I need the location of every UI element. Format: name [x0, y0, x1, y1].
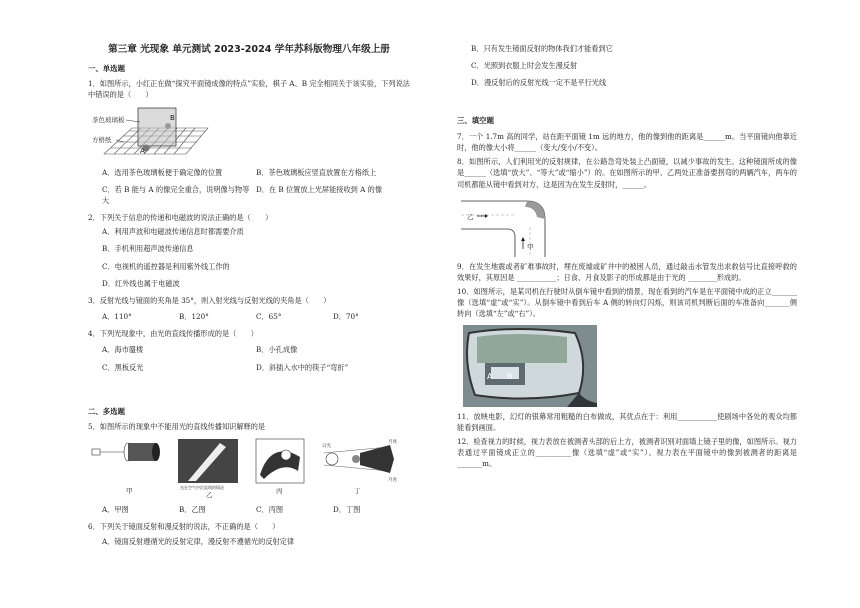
question-3-option-c[interactable]: C．65°	[256, 312, 282, 322]
question-2-option-b[interactable]: B．手机利用超声波传递信息	[102, 244, 194, 254]
question-6-option-a[interactable]: A．镜面反射遵循光的反射定律，漫反射不遵循光的反射定律	[102, 536, 295, 546]
question-8: 8．如图所示，人们利用光的反射规律，在公路急弯处装上凸面镜，以减少事故的发生。这种镜面所成的像是______（选填“放大”、“等大”或“缩小”）的。在如图所示的甲、乙两处正准备要拐弯的两辆汽车，两车的司机都能从镜中看到对方，这是因为在发生反射时，______。	[457, 157, 797, 189]
figure-label-ding-sun: 日光	[322, 444, 331, 450]
question-1-stem: 1．如图所示，小红正在做“探究平面镜成像的特点”实验，棋子 A、B 完全相同关于该实验，下列说法中错误的是（ ）	[88, 79, 410, 100]
question-5-option-a[interactable]: A．甲图	[102, 505, 129, 515]
mirror-experiment-image	[88, 104, 228, 162]
figure-yi	[178, 439, 238, 499]
question-1-options-row-1	[102, 167, 410, 178]
left-column	[88, 0, 410, 553]
page-title: 第三章 光现象 单元测试 2023-2024 学年苏科版物理八年级上册	[108, 44, 390, 55]
question-1-figure	[88, 104, 410, 162]
question-4-stem: 4．下列光现象中，由光的直线传播形成的是（ ）	[88, 329, 258, 339]
question-2-option-a[interactable]: A．利用声波和电磁波传递信息时都需要介质	[102, 227, 244, 237]
right-column	[457, 40, 797, 472]
question-3-option-d[interactable]: D．70°	[333, 312, 359, 322]
question-4-option-d[interactable]: D．斜插入水中的筷子“弯折”	[256, 362, 349, 372]
section-single-choice: 一、单选题	[88, 63, 125, 73]
figure-label-ding-eclipse: 月食	[388, 478, 397, 484]
figure-label-a: A	[140, 146, 145, 155]
question-5-figure	[88, 435, 410, 499]
question-5-options	[102, 504, 410, 515]
question-3-stem: 3．反射光线与镜面的夹角是 35°，则入射光线与反射光线的夹角是（ ）	[88, 295, 331, 305]
figure-ding	[322, 438, 397, 495]
question-2-option-d[interactable]: D．红外线也属于电磁波	[102, 278, 180, 288]
figure-label-b-side: B	[507, 371, 513, 381]
question-12: 12．检查视力的时候，视力表放在被测者头部的后上方，被测者识别对面墙上镜子里的像，如图所示。视力表通过平面镜成正立的__________像（选填“虚”或“实”）。视力表在平面镜中的像到被测者的距离是_______m。	[457, 436, 797, 469]
question-4-options-row-2	[102, 362, 410, 373]
question-11: 11．放映电影，幻灯的银幕常用粗糙的白布做成，其优点在于：利用___________使剧场中各处的观众均都能看到画面。	[457, 411, 797, 432]
question-4-option-a[interactable]: A．海市蜃楼	[102, 345, 144, 355]
figure-label-jia-car: 甲	[527, 242, 534, 251]
question-1-option-a[interactable]: A．选用茶色玻璃板便于确定像的位置	[102, 167, 223, 177]
question-1-option-d[interactable]: D．在 B 位置放上光屏能接收到 A 的像	[256, 184, 383, 194]
question-4-option-b[interactable]: B．小孔成像	[256, 345, 298, 355]
figure-label-jia: 甲	[126, 487, 133, 496]
question-5-option-d[interactable]: D．丁图	[333, 505, 361, 515]
question-1-option-b[interactable]: B．茶色玻璃板应竖直放置在方格纸上	[256, 167, 377, 177]
question-2-option-c[interactable]: C．电视机的遥控器是利用紫外线工作的	[102, 261, 230, 271]
question-10: 10．如图所示，是某司机在行驶时从倒车镜中看到的情景，现在看到的汽车是在平面镜中成的正立_______像（选填“虚”或“实”）。从倒车镜中看到后车 A 侧的转向灯闪烁，则该司机判断后面的车准备向_______侧转向（选填“左”或“右”）。	[457, 287, 797, 319]
figure-label-a-side: A	[487, 371, 493, 381]
question-8-figure	[457, 193, 797, 259]
figure-label-b: B	[170, 113, 175, 122]
question-4-options-row-1	[102, 344, 410, 355]
figure-label-bing: 丙	[276, 487, 283, 496]
question-5-option-b[interactable]: B．乙图	[179, 505, 206, 515]
question-3-options	[102, 311, 410, 322]
question-6-option-d[interactable]: D．漫反射后的反射光线一定不是平行光线	[471, 78, 607, 88]
question-5-option-c[interactable]: C．丙图	[256, 505, 284, 515]
question-5-stem: 5．如图所示的现象中不能用光的直线传播知识解释的是	[88, 422, 266, 432]
question-9: 9．在发生地震或者矿难事故时，埋在废墟或矿井中的被困人员，通过敲击水管发出求救信号比直接呼救的效果好，其原因是 ___________；日食、月食及影子的形成都是由于光的 ________形成的。	[457, 261, 797, 282]
question-3-option-b[interactable]: B．120°	[179, 312, 209, 322]
section-fill-blank: 三、填空题	[457, 116, 494, 126]
question-6-stem: 6．下列关于镜面反射和漫反射的说法，不正确的是（ ）	[88, 522, 280, 532]
curve-road-image	[457, 193, 557, 259]
figure-jia	[92, 443, 160, 495]
section-multi-choice: 二、多选题	[88, 406, 125, 416]
question-6-option-c[interactable]: C．光照到衣服上时会发生漫反射	[471, 61, 578, 71]
figure-label-yi-car: 乙	[467, 212, 474, 221]
question-6-option-b[interactable]: B．只有发生镜面反射的物体我们才能看到它	[471, 44, 613, 53]
question-1-option-c[interactable]: C．若 B 能与 A 的像完全重合，说明像与物等大	[102, 184, 250, 205]
figure-bing	[256, 439, 304, 495]
figure-label-ding: 丁	[354, 487, 361, 496]
figure-label-yi: 乙	[206, 491, 213, 500]
figure-label-glass: 茶色玻璃板	[92, 115, 125, 124]
question-10-figure	[457, 323, 797, 409]
light-phenomena-images	[88, 435, 410, 499]
question-1-options-row-2	[102, 184, 410, 206]
question-7: 7．一个 1.7m 高的同学，站在距平面镜 1m 远的地方，他的像到他的距离是______m。当平面镜向他靠近时，他的像大小将______（变大/变小/不变）。	[457, 131, 797, 153]
rearview-mirror-image	[457, 323, 597, 409]
figure-label-ding-moon: 月亮	[388, 440, 397, 446]
question-2-stem: 2．下列关于信息的传递和电磁波的说法正确的是（ ）	[88, 213, 273, 223]
question-3-option-a[interactable]: A．110°	[102, 312, 132, 322]
figure-label-paper: 方格纸	[92, 135, 112, 144]
figure-caption-yi: 光在空气中沿直线的情况	[180, 485, 224, 491]
question-4-option-c[interactable]: C．黑板反光	[102, 362, 144, 372]
